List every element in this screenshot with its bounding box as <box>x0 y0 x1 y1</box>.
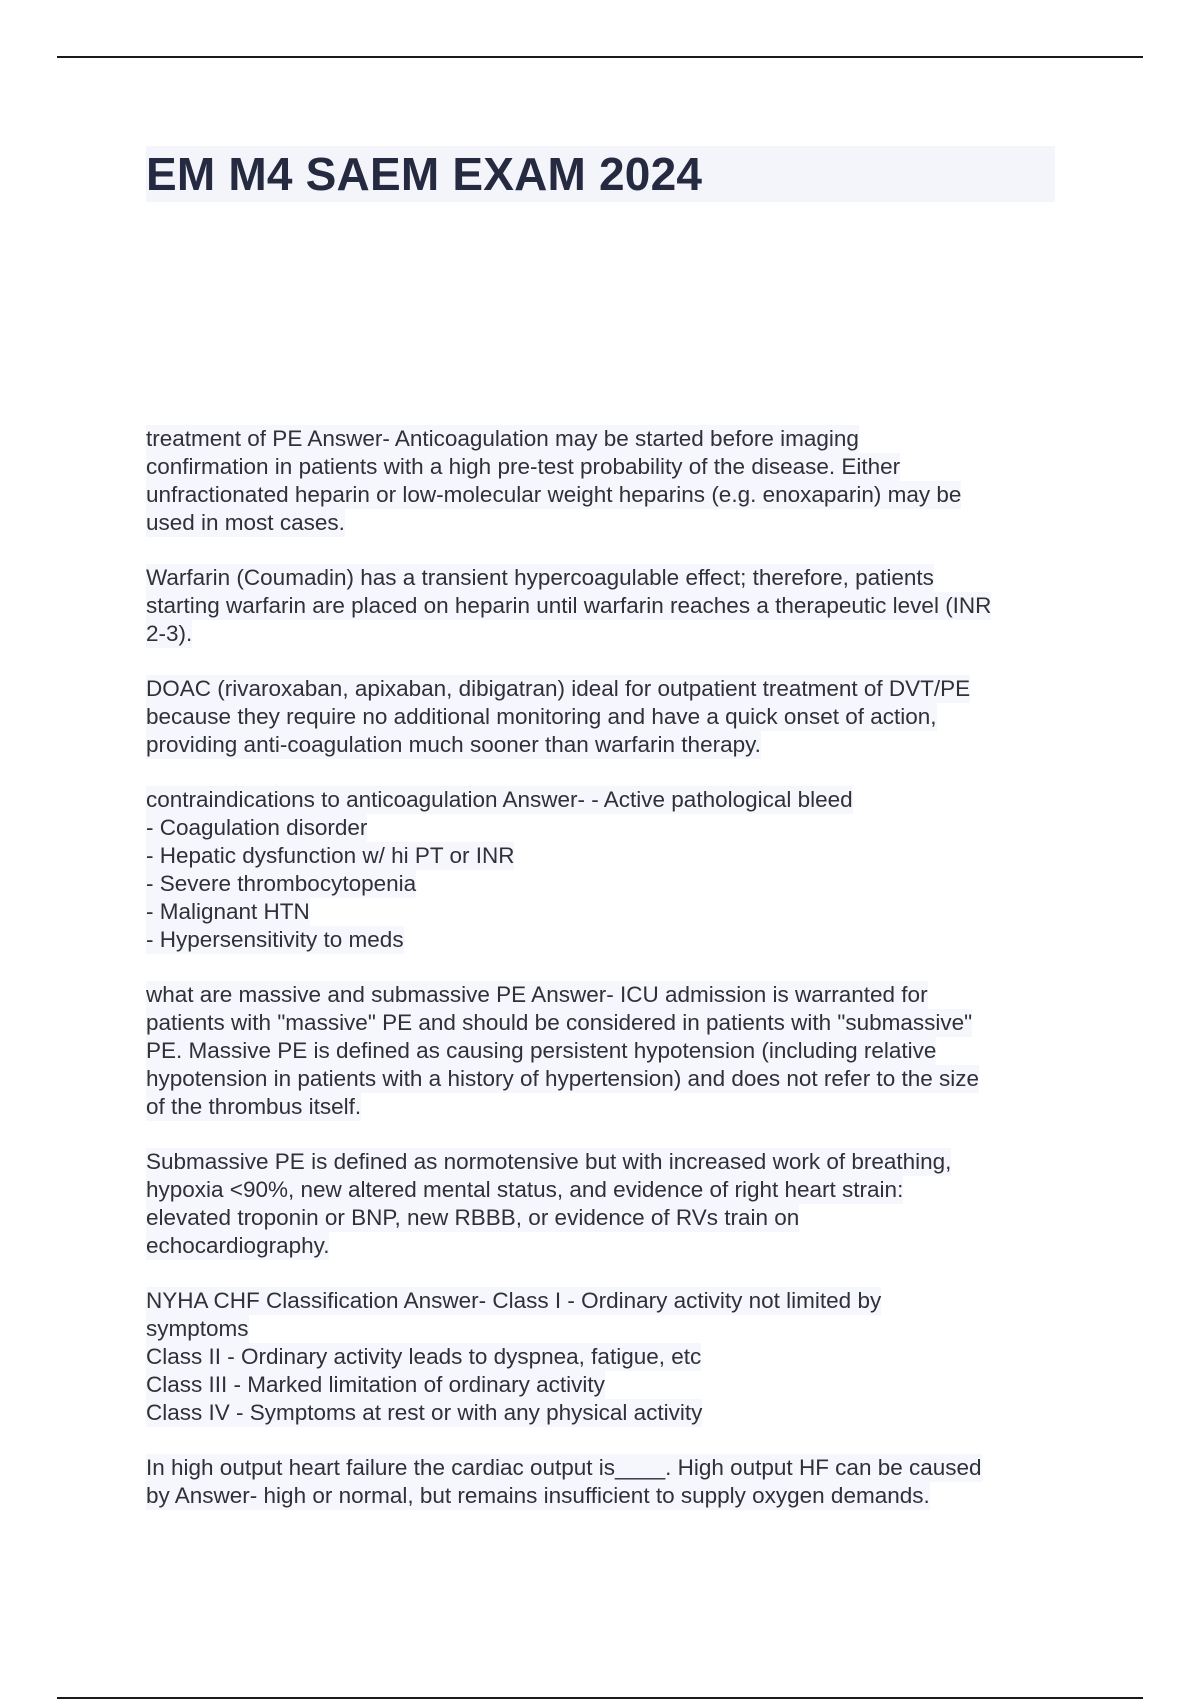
text-line: what are massive and submassive PE Answer- ICU admission is warranted for <box>146 982 928 1007</box>
qa-block-massive-pe <box>146 981 1071 1121</box>
text-line: In high output heart failure the cardiac output is____. High output HF can be caused <box>146 1455 982 1480</box>
text-line: echocardiography. <box>146 1233 330 1258</box>
text-line: confirmation in patients with a high pre-test probability of the disease. Either <box>146 454 901 479</box>
text-line: Warfarin (Coumadin) has a transient hypercoagulable effect; therefore, patients <box>146 565 934 590</box>
list-item: - Hypersensitivity to meds <box>146 927 404 952</box>
text-line: elevated troponin or BNP, new RBBB, or evidence of RVs train on <box>146 1205 800 1230</box>
text-line: by Answer- high or normal, but remains insufficient to supply oxygen demands. <box>146 1483 930 1508</box>
text-line: starting warfarin are placed on heparin until warfarin reaches a therapeutic level (INR <box>146 593 992 618</box>
qa-block-contraindications <box>146 786 1071 954</box>
document-title: EM M4 SAEM EXAM 2024 <box>146 148 703 200</box>
text-line: Submassive PE is defined as normotensive but with increased work of breathing, <box>146 1149 952 1174</box>
list-item: Class IV - Symptoms at rest or with any physical activity <box>146 1400 703 1425</box>
text-line: treatment of PE Answer- Anticoagulation may be started before imaging <box>146 426 859 451</box>
text-line: 2-3). <box>146 621 193 646</box>
list-item: - Malignant HTN <box>146 899 310 924</box>
text-line: DOAC (rivaroxaban, apixaban, dibigatran) ideal for outpatient treatment of DVT/PE <box>146 676 971 701</box>
text-line: used in most cases. <box>146 510 345 535</box>
document-body <box>146 425 1071 1537</box>
list-item: - Severe thrombocytopenia <box>146 871 417 896</box>
qa-block-high-output-hf <box>146 1454 1071 1510</box>
text-line: symptoms <box>146 1316 249 1341</box>
text-line: providing anti-coagulation much sooner than warfarin therapy. <box>146 732 761 757</box>
paragraph-warfarin <box>146 564 1071 648</box>
list-item: Class III - Marked limitation of ordinary activity <box>146 1372 605 1397</box>
text-line: patients with "massive" PE and should be considered in patients with "submassive" <box>146 1010 973 1035</box>
footer-rule <box>57 1697 1143 1699</box>
list-item: - Coagulation disorder <box>146 815 368 840</box>
text-line: NYHA CHF Classification Answer- Class I - Ordinary activity not limited by <box>146 1288 882 1313</box>
list-item: Class II - Ordinary activity leads to dyspnea, fatigue, etc <box>146 1344 702 1369</box>
text-line: hypoxia <90%, new altered mental status, and evidence of right heart strain: <box>146 1177 904 1202</box>
text-line: unfractionated heparin or low-molecular weight heparins (e.g. enoxaparin) may be <box>146 482 962 507</box>
header-rule <box>57 56 1143 58</box>
list-item: - Hepatic dysfunction w/ hi PT or INR <box>146 843 515 868</box>
qa-block-pe-treatment <box>146 425 1071 537</box>
text-line: hypotension in patients with a history of hypertension) and does not refer to the size <box>146 1066 979 1091</box>
paragraph-submassive-pe <box>146 1148 1071 1260</box>
text-line: contraindications to anticoagulation Answer- - Active pathological bleed <box>146 787 853 812</box>
text-line: PE. Massive PE is defined as causing persistent hypotension (including relative <box>146 1038 937 1063</box>
text-line: because they require no additional monitoring and have a quick onset of action, <box>146 704 937 729</box>
paragraph-doac <box>146 675 1071 759</box>
text-line: of the thrombus itself. <box>146 1094 362 1119</box>
qa-block-nyha <box>146 1287 1071 1427</box>
